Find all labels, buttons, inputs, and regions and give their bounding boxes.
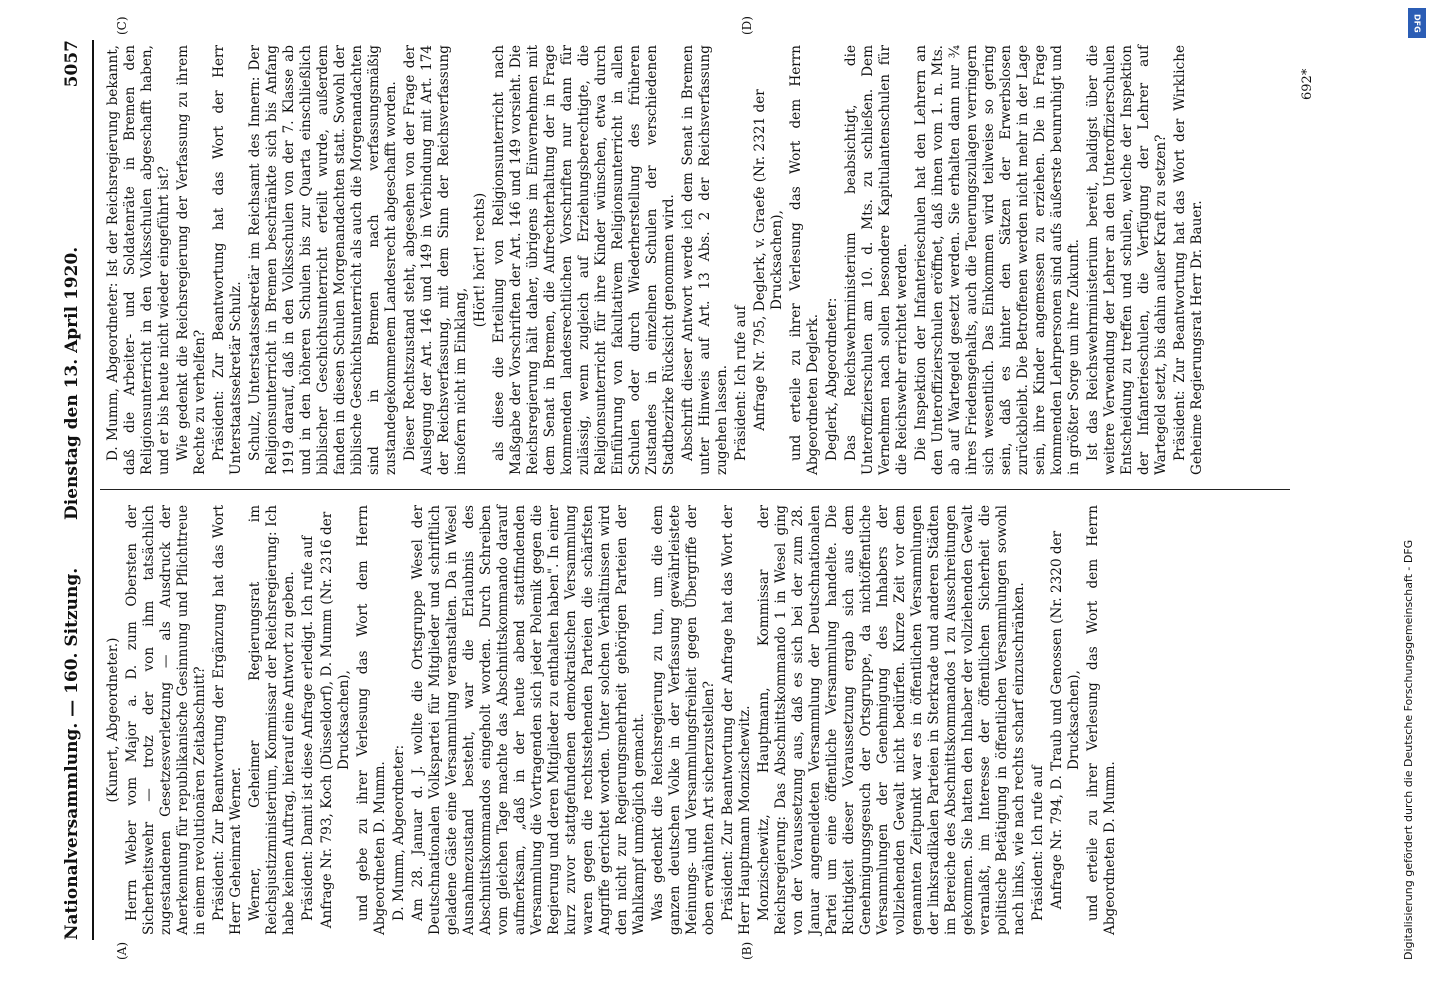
- right-column-paragraph: Dieser Rechtszustand steht, abgesehen von der Frage der Auslegung der Art. 146 und 149 in Verbindung mit Art. 174 der Reichsverfassung, mit dem Sinn der Reichsverfassung insofern nicht im Einklang,: [402, 45, 469, 475]
- right-column-paragraph: Ist das Reichswehrministerium bereit, baldigst über die weitere Verwendung der Lehrer an den Unteroffizierschulen Entscheidung zu treffen und schulen, welche der Inspektion der Infanterieschulen, die Verfügung der Lehrer auf Wartegeld setzt, bis dahin außer Kraft zu setzen?: [1085, 45, 1169, 475]
- header-date: Dienstag den 13. April 1920.: [62, 246, 82, 520]
- right-column-paragraph: Präsident: Zur Beantwortung hat das Wort der Herr Unterstaatssekretär Schulz.: [211, 45, 244, 475]
- left-column: [105, 505, 1121, 935]
- margin-mark-a: (A): [115, 941, 129, 960]
- left-column-paragraph: Präsident: Zur Beantwortung der Anfrage hat das Wort der Herr Hauptmann Monzischewitz.: [720, 505, 753, 935]
- left-column-paragraph: D. Mumm, Abgeordneter:: [391, 744, 407, 921]
- left-column-paragraph: Präsident: Ich rufe auf: [1030, 765, 1046, 921]
- page-number: 5057: [62, 40, 82, 88]
- right-column-paragraph: Schulz, Unterstaatssekretär im Reichsamt des Innern: Der Religionsunterricht in Bremen beschränkte sich bis Anfang 1919 darauf, daß in den Volksschulen von der 7. Klasse ab und in den höheren Schulen bis zur Quarta einschließlich biblischer Geschichtsunterricht erteilt wurde, außerdem fanden in diesen Schulen Morgenandachten statt. Sowohl der biblische Geschichtsunterricht als auch die Morgenandachten sind in Bremen nach verfassungsmäßig zustandegekommenem Landesrecht abgeschafft worden.: [247, 45, 399, 475]
- left-column-paragraph: Was gedenkt die Reichsregierung zu tun, um die dem ganzen deutschen Volke in der Verfassung gewährleistete Meinungs- und Versammlungsfreiheit gegen Übergriffe der oben erwähnten Art sicherzustellen?: [650, 505, 717, 935]
- left-column-paragraph: Präsident: Damit ist diese Anfrage erledigt. Ich rufe auf: [300, 535, 316, 921]
- page-header: [58, 40, 92, 940]
- right-column-paragraph: Die Inspektion der Infanterieschulen hat den Lehrern an den Unteroffizierschulen eröffnet, daß ihnen vom 1. n. Mts. ab auf Wartegeld gesetzt werden. Sie erhalten dann nur ¾ ihres Friedensgehalts, auch die Teuerungszulagen verringern sich wesentlich. Das Einkommen wird teilweise so gering sein, daß es hinter den Sätzen der Erwerbslosen zurückbleibt. Die Betroffenen werden nicht mehr in der Lage sein, ihre Kinder angemessen zu erziehen. Die in Frage kommenden Lehrpersonen sind aufs äußerste beunruhigt und in größter Sorge um ihre Zukunft.: [913, 45, 1082, 475]
- header-rule: [92, 40, 94, 940]
- left-column-paragraph: Herrn Weber vom Major a. D. zum Obersten der Sicherheitswehr — trotz der von ihm tatsächlich zugestandenen Gesetzesverletzung — als Ausdruck der Anerkennung für republikanische Gesinnung und Pflichttreue in einem revolutionären Zeitabschnitt?: [124, 505, 208, 935]
- left-column-paragraph: und erteile zu ihrer Verlesung das Wort dem Herrn Abgeordneten D. Mumm.: [1085, 505, 1118, 935]
- right-column-paragraph: (Hört! hört! rechts): [472, 192, 488, 328]
- digitization-note: Digitalisierung gefördert durch die Deutsche Forschungsgemeinschaft - DFG: [1402, 539, 1415, 960]
- left-column-paragraph: Am 28. Januar d. J. wollte die Ortsgruppe Wesel der Deutschnationalen Volkspartei für Mitglieder und schriftlich geladene Gäste eine Versammlung veranstalten. Da in Wesel Ausnahmezustand besteht, war die Erlaubnis des Abschnittskommandos eingeholt worden. Durch Schreiben vom gleichen Tage machte das Abschnittskommando darauf aufmerksam, „daß in der heute abend stattfindenden Versammlung die Vortragenden sich jeder Polemik gegen die Regierung und deren Mitglieder zu enthalten haben". In einer kurz zuvor stattgefundenen demokratischen Versammlung waren gegen die rechtsstehenden Parteien die schärfsten Angriffe gerichtet worden. Unter solchen Verhältnissen wird den nicht zur Regierungsmehrheit gehörigen Parteien der Wahlkampf unmöglich gemacht.: [410, 505, 647, 935]
- digitization-strip: [1394, 0, 1434, 1000]
- right-column-paragraph: Das Reichswehrministerium beabsichtigt, die Unteroffizierschulen am 10. d. Mts. zu schließen. Dem Vernehmen nach sollen besondere Kapitulantenschulen für die Reichswehr errichtet werden.: [843, 45, 910, 475]
- right-column-paragraph: Anfrage Nr. 795, Deglerk, v. Graefe (Nr. 2321 der Drucksachen),: [752, 89, 785, 431]
- margin-mark-d: (D): [740, 16, 754, 35]
- left-column-paragraph: Anfrage Nr. 794, D. Traub und Genossen (Nr. 2320 der Drucksachen),: [1049, 530, 1082, 910]
- header-left: Nationalversammlung. — 160. Sitzung.: [62, 567, 82, 940]
- right-column-paragraph: D. Mumm, Abgeordneter: Ist der Reichsregierung bekannt, daß die Arbeiter- und Soldatenräte in Bremen den Religionsunterricht in den Volksschulen abgeschafft haben, und er bis heute nicht wieder eingeführt ist?: [105, 45, 172, 475]
- left-column-paragraph: Monzischewitz, Hauptmann, Kommissar der Reichsregierung: Das Abschnittskommando 1 in Wesel ging von der Voraussetzung aus, daß es sich bei der zum 28. Januar angemeldeten Versammlung der Deutschnationalen Partei um eine öffentliche Versammlung handelte. Die Richtigkeit dieser Voraussetzung ergab sich aus dem Genehmigungsgesuch der Ortsgruppe, da nichtöffentliche Versammlungen der Genehmigung des Inhabers der vollziehenden Gewalt nicht bedürfen. Kurze Zeit vor dem genannten Zeitpunkt war es in öffentlichen Versammlungen der linksradikalen Parteien in Sterkrade und anderen Städten im Bereiche des Abschnittskommandos 1 zu Ausschreitungen gekommen. Sie hatten den Inhaber der vollziehenden Gewalt veranlaßt, im Interesse der öffentlichen Sicherheit die politische Betätigung in öffentlichen Versammlungen sowohl nach links, wie nach rechts scharf einzuschränken.: [756, 505, 1027, 935]
- page-mark: 692*: [1300, 68, 1315, 100]
- right-column-paragraph: Deglerk, Abgeordneter:: [824, 297, 840, 461]
- left-column-paragraph: Anfrage Nr. 793, Koch (Düsseldorf), D. Mumm (Nr. 2316 der Drucksachen),: [319, 511, 352, 929]
- right-column-paragraph: Präsident: Ich rufe auf: [733, 305, 749, 461]
- right-column-paragraph: Präsident: Zur Beantwortung hat das Wort der Wirkliche Geheime Regierungsrat Herr Dr. Bauer.: [1172, 45, 1205, 475]
- left-column-paragraph: Werner, Geheimer Regierungsrat im Reichsjustizministerium, Kommissar der Reichsregierung: Ich habe keinen Auftrag, hierauf eine Antwort zu geben.: [247, 505, 297, 935]
- column-divider: [100, 489, 1290, 490]
- dfg-logo: DFG: [1408, 8, 1426, 38]
- right-column-paragraph: Abschrift dieser Antwort werde ich dem Senat in Bremen unter Hinweis auf Art. 13 Abs. 2 der Reichsverfassung zugehen lassen.: [680, 45, 730, 475]
- left-column-paragraph: und gebe zu ihrer Verlesung das Wort dem Herrn Abgeordneten D. Mumm.: [355, 505, 388, 935]
- right-column-paragraph: und erteile zu ihrer Verlesung das Wort dem Herrn Abgeordneten Deglerk.: [788, 45, 821, 475]
- right-column-paragraph: als diese die Erteilung von Religionsunterricht nach Maßgabe der Vorschriften der Art. 146 und 149 vorsieht. Die Reichsregierung hält daher, übrigens im Einvernehmen mit dem Senat in Bremen, die Aufrechterhaltung der in Frage kommenden landesrechtlichen Vorschriften nur dann für zulässig, wenn zugleich auf Erziehungsberechtigte, die Religionsunterricht für ihre Kinder wünschen, etwa durch Einführung von fakultativem Religionsunterricht in allen Schulen oder durch Wiederherstellung des früheren Zustandes in einzelnen Schulen der verschiedenen Stadtbezirke Rücksicht genommen wird.: [491, 45, 677, 475]
- margin-mark-b: (B): [740, 941, 754, 960]
- left-column-paragraph: (Kunert, Abgeordneter.): [105, 637, 121, 803]
- right-column: [105, 45, 1208, 475]
- left-column-paragraph: Präsident: Zur Beantwortung der Ergänzung hat das Wort Herr Geheimrat Werner.: [211, 505, 244, 935]
- right-column-paragraph: Wie gedenkt die Reichsregierung der Verfassung zu ihrem Rechte zu verhelfen?: [175, 45, 208, 475]
- margin-mark-c: (C): [115, 16, 129, 35]
